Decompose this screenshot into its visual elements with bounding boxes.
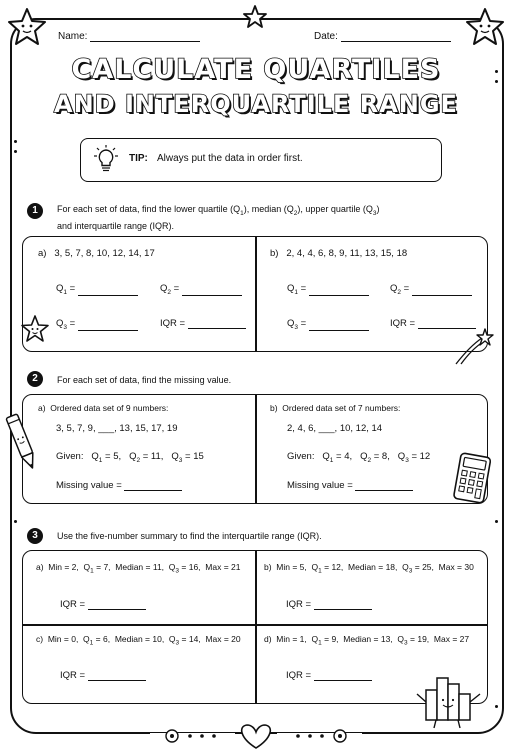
divider (255, 394, 257, 503)
q2b-missing-answer[interactable]: Missing value = (287, 480, 413, 491)
q1a-data: a) 3, 5, 7, 8, 10, 12, 14, 17 (38, 248, 155, 259)
tip-box (80, 138, 442, 182)
lightbulb-icon (89, 145, 123, 175)
q1b-q2-answer[interactable]: $Q_2$ = (390, 283, 472, 296)
q2b-given: Given: $Q_1 = 4$, $Q_2 = 8$, $Q_3 = 12$ (287, 451, 431, 464)
calculator-icon (452, 452, 492, 506)
page-title-line2: AND INTERQUARTILE RANGE (54, 90, 458, 118)
q3a-iqr-answer[interactable]: IQR = (60, 599, 146, 610)
question-2-instruction: For each set of data, find the missing value. (57, 375, 232, 385)
q3d-summary: d) Min = 1, $Q_1 = 9$, Median = 13, $Q_3 = 19$, Max = 27 (264, 634, 470, 647)
page-title-line1: CALCULATE QUARTILES (71, 54, 441, 85)
question-number-2: 2 (27, 371, 43, 387)
date-label: Date: (314, 31, 338, 42)
smiling-star-icon (20, 314, 50, 344)
date-field[interactable] (314, 31, 451, 42)
question-number-1: 1 (27, 203, 43, 219)
date-line (341, 31, 451, 42)
divider (255, 236, 257, 351)
q1a-q3-answer[interactable]: $Q_3$ = (56, 318, 138, 331)
shooting-star-icon (452, 326, 496, 366)
divider (255, 550, 257, 703)
q3b-summary: b) Min = 5, $Q_1 = 12$, Median = 18, $Q_3 = 25$, Max = 30 (264, 562, 474, 575)
q2a-given: Given: $Q_1 = 5$, $Q_2 = 11$, $Q_3 = 15$ (56, 451, 204, 464)
smiling-star-icon (464, 6, 506, 48)
name-label: Name: (58, 31, 88, 42)
bar-chart-mascot-icon (412, 672, 492, 732)
name-field[interactable] (58, 31, 200, 42)
q3d-iqr-answer[interactable]: IQR = (286, 670, 372, 681)
question-3-instruction: Use the five-number summary to find the interquartile range (IQR). (57, 531, 322, 541)
q2a-heading: a) Ordered data set of 9 numbers: (38, 403, 169, 413)
q3c-summary: c) Min = 0, $Q_1 = 6$, Median = 10, $Q_3 = 14$, Max = 20 (36, 634, 241, 647)
q3a-summary: a) Min = 2, $Q_1 = 7$, Median = 11, $Q_3 = 16$, Max = 21 (36, 562, 241, 575)
q1a-iqr-answer[interactable]: IQR = (160, 318, 246, 329)
q1b-iqr-answer[interactable]: IQR = (390, 318, 476, 329)
bottom-ornament (150, 720, 362, 752)
pencil-icon (5, 410, 39, 474)
q3b-iqr-answer[interactable]: IQR = (286, 599, 372, 610)
q2b-data: 2, 4, 6, ___, 10, 12, 14 (287, 423, 383, 434)
q1b-q1-answer[interactable]: $Q_1$ = (287, 283, 369, 296)
q2b-heading: b) Ordered data set of 7 numbers: (270, 403, 401, 413)
smiling-star-icon (6, 6, 48, 48)
q1a-q2-answer[interactable]: $Q_2$ = (160, 283, 242, 296)
q1b-data: b) 2, 4, 4, 6, 8, 9, 11, 13, 15, 18 (270, 248, 408, 259)
tip-label: TIP: (129, 153, 148, 164)
question-1-instruction: For each set of data, find the lower quartile $(Q_1)$, median $(Q_2)$, upper quartile $(Q_3)$ and interquartile range (IQR). (57, 204, 380, 231)
divider (22, 624, 488, 626)
question-number-3: 3 (27, 528, 43, 544)
q2a-missing-answer[interactable]: Missing value = (56, 480, 182, 491)
q1b-q3-answer[interactable]: $Q_3$ = (287, 318, 369, 331)
name-line (90, 31, 200, 42)
q3c-iqr-answer[interactable]: IQR = (60, 670, 146, 681)
q1a-q1-answer[interactable]: $Q_1$ = (56, 283, 138, 296)
q2a-data: 3, 5, 7, 9, ___, 13, 15, 17, 19 (56, 423, 178, 434)
star-icon (242, 4, 268, 30)
tip-text: Always put the data in order first. (157, 153, 303, 164)
